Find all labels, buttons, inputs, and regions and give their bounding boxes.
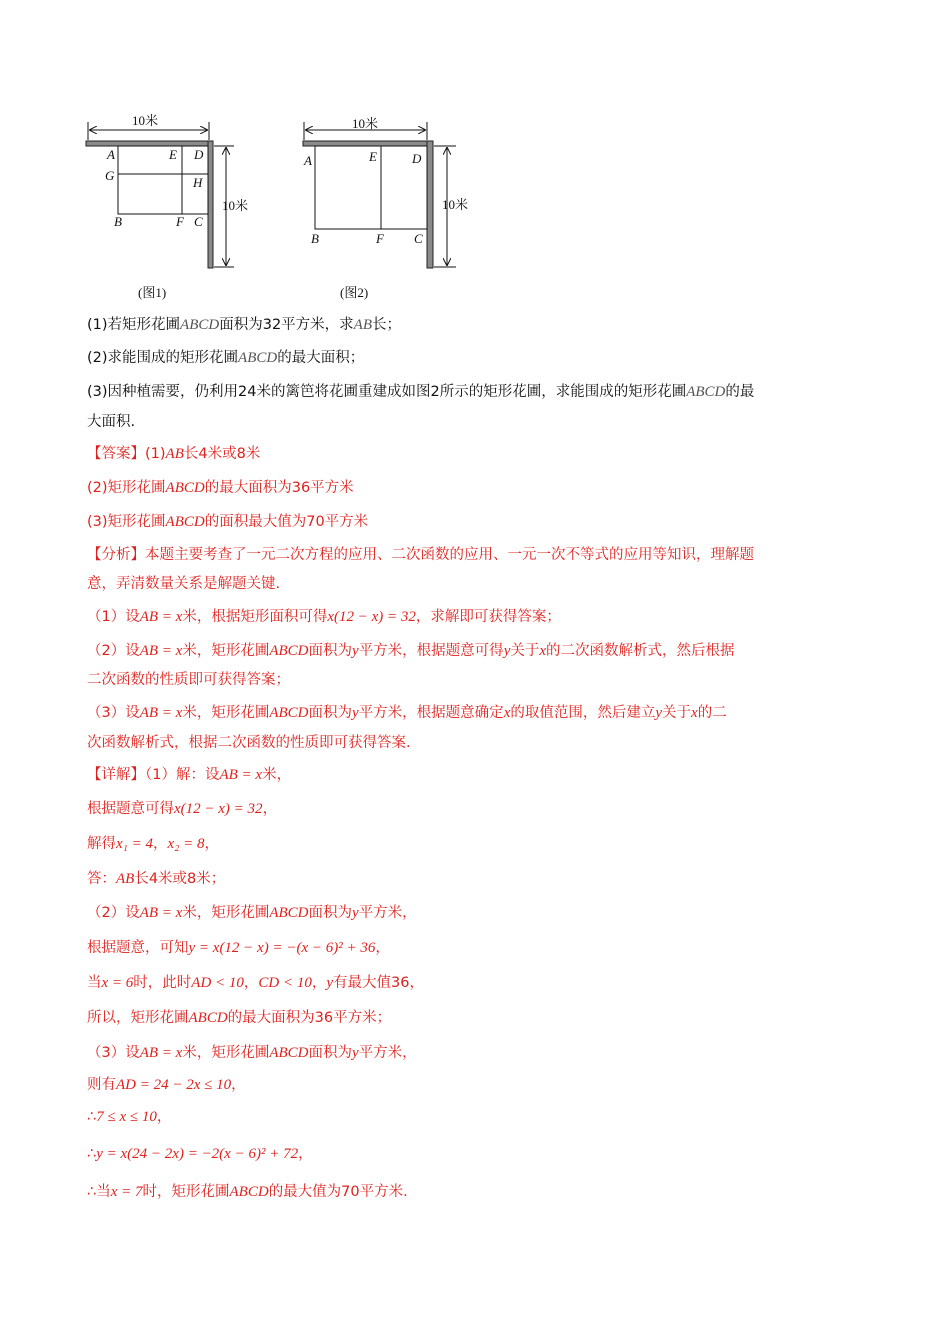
q3-math-abcd: ABCD xyxy=(686,384,726,400)
figure-1 xyxy=(80,108,250,308)
detail-12: ∴y = x(24 − 2x) = −2(x − 6)² + 72， xyxy=(87,1146,313,1162)
q2-suffix: 的最大面积； xyxy=(277,350,365,366)
detail-3: 解得x₁ = 4，x₂ = 8， xyxy=(87,836,219,852)
a1-suffix: 长4米或8米 xyxy=(183,446,261,462)
fig1-label-h: H xyxy=(193,175,203,190)
fig2-side-label: 10米 xyxy=(442,197,469,212)
q1-suffix: 长； xyxy=(372,317,401,333)
q2-prefix: (2)求能围成的矩形花圃 xyxy=(87,350,239,366)
a2-prefix: (2)矩形花圃 xyxy=(87,480,166,496)
a3-math-abcd: ABCD xyxy=(165,514,205,530)
fig2-label-b: B xyxy=(311,231,319,246)
fig1-label-g: G xyxy=(105,168,115,183)
answer-3 xyxy=(87,512,877,532)
detail-9: （3）设AB = x米，矩形花圃ABCD面积为y平方米， xyxy=(87,1045,417,1061)
q1-math-abcd: ABCD xyxy=(180,317,220,333)
q2-math-abcd: ABCD xyxy=(238,350,278,366)
fig2-top-wall xyxy=(303,141,433,146)
detail-7: 当x = 6时，此时AD < 10，CD < 10，y有最大值36， xyxy=(87,975,424,991)
question-2 xyxy=(87,348,877,368)
analysis-part-1: （1）设AB = x米，根据矩形面积可得x(12 − x) = 32，求解即可获得答案； xyxy=(87,609,561,625)
a3-suffix: 的面积最大值为70平方米 xyxy=(204,514,369,530)
p1-math-ab: AB = x xyxy=(139,609,183,625)
fig1-side-wall xyxy=(208,141,213,268)
detail-2: 根据题意可得x(12 − x) = 32， xyxy=(87,801,278,817)
detail-5: （2）设AB = x米，矩形花圃ABCD面积为y平方米， xyxy=(87,905,417,921)
p1-math-eq: x(12 − x) = 32 xyxy=(327,609,416,625)
fig1-top-label: 10米 xyxy=(132,113,159,128)
fig1-label-f: F xyxy=(176,214,184,229)
detail-11: ∴7 ≤ x ≤ 10， xyxy=(87,1109,172,1125)
question-1 xyxy=(87,315,877,335)
a2-suffix: 的最大面积为36平方米 xyxy=(204,480,354,496)
a2-math-abcd: ABCD xyxy=(165,480,205,496)
fig2-label-e: E xyxy=(369,149,377,164)
fig2-label-d: D xyxy=(412,151,422,166)
fig1-label-c: C xyxy=(194,214,203,229)
analysis-part-3: （3）设AB = x米，矩形花圃ABCD面积为y平方米，根据题意确定x的取值范围，然后建立y关于x的二 xyxy=(87,705,727,721)
fig2-label-c: C xyxy=(414,231,423,246)
answer-2 xyxy=(87,478,877,498)
analysis-part-2-line-2: 二次函数的性质即可获得答案； xyxy=(87,672,290,688)
detail-6: 根据题意，可知y = x(12 − x) = −(x − 6)² + 36， xyxy=(87,940,390,956)
q1-prefix: (1)若矩形花圃 xyxy=(87,317,181,333)
analysis-part-2: （2）设AB = x米，矩形花圃ABCD面积为y平方米，根据题意可得y关于x的二次函数解析式，然后根据 xyxy=(87,643,735,659)
a3-prefix: (3)矩形花圃 xyxy=(87,514,166,530)
question-3-line-2: 大面积. xyxy=(87,414,136,430)
q1-math-ab: AB xyxy=(353,317,372,333)
figure-2 xyxy=(296,108,476,308)
fig1-label-a: A xyxy=(107,147,115,162)
detail-4: 答：AB长4米或8米； xyxy=(87,871,226,887)
analysis-intro-2: 意，弄清数量关系是解题关键. xyxy=(87,576,281,592)
fig2-label-f: F xyxy=(376,231,384,246)
fig1-label-d: D xyxy=(194,147,204,162)
analysis-part-3-line-2: 次函数解析式，根据二次函数的性质即可获得答案. xyxy=(87,735,411,751)
analysis-intro-1: 【分析】本题主要考查了一元二次方程的应用、二次函数的应用、一元一次不等式的应用等知识，理解题 xyxy=(87,547,754,563)
fig1-side-label: 10米 xyxy=(222,198,249,213)
answer-1 xyxy=(87,444,877,464)
fig1-label-b: B xyxy=(114,214,122,229)
a1-math-ab: AB xyxy=(165,446,184,462)
detail-8: 所以，矩形花圃ABCD的最大面积为36平方米； xyxy=(87,1010,392,1026)
a1-prefix: 【答案】(1) xyxy=(87,446,166,462)
fig2-top-label: 10米 xyxy=(352,116,379,131)
fig2-caption: (图2) xyxy=(340,285,369,300)
q1-mid: 面积为32平方米，求 xyxy=(219,317,354,333)
detail-1: 【详解】（1）解：设AB = x米， xyxy=(87,767,292,783)
fig1-top-wall xyxy=(86,141,213,146)
fig1-label-e: E xyxy=(169,147,177,162)
fig2-label-a: A xyxy=(304,153,312,168)
q3-suffix: 的最 xyxy=(725,384,755,400)
q3-prefix: (3)因种植需要，仍利用24米的篱笆将花圃重建成如图2所示的矩形花圃，求能围成的矩形花圃 xyxy=(87,384,687,400)
fig2-side-wall xyxy=(427,141,433,268)
fig1-caption: (图1) xyxy=(138,285,167,300)
detail-13: ∴当x = 7时，矩形花圃ABCD的最大值为70平方米. xyxy=(87,1184,408,1200)
question-3 xyxy=(87,382,877,402)
detail-10: 则有AD = 24 − 2x ≤ 10， xyxy=(87,1077,246,1093)
